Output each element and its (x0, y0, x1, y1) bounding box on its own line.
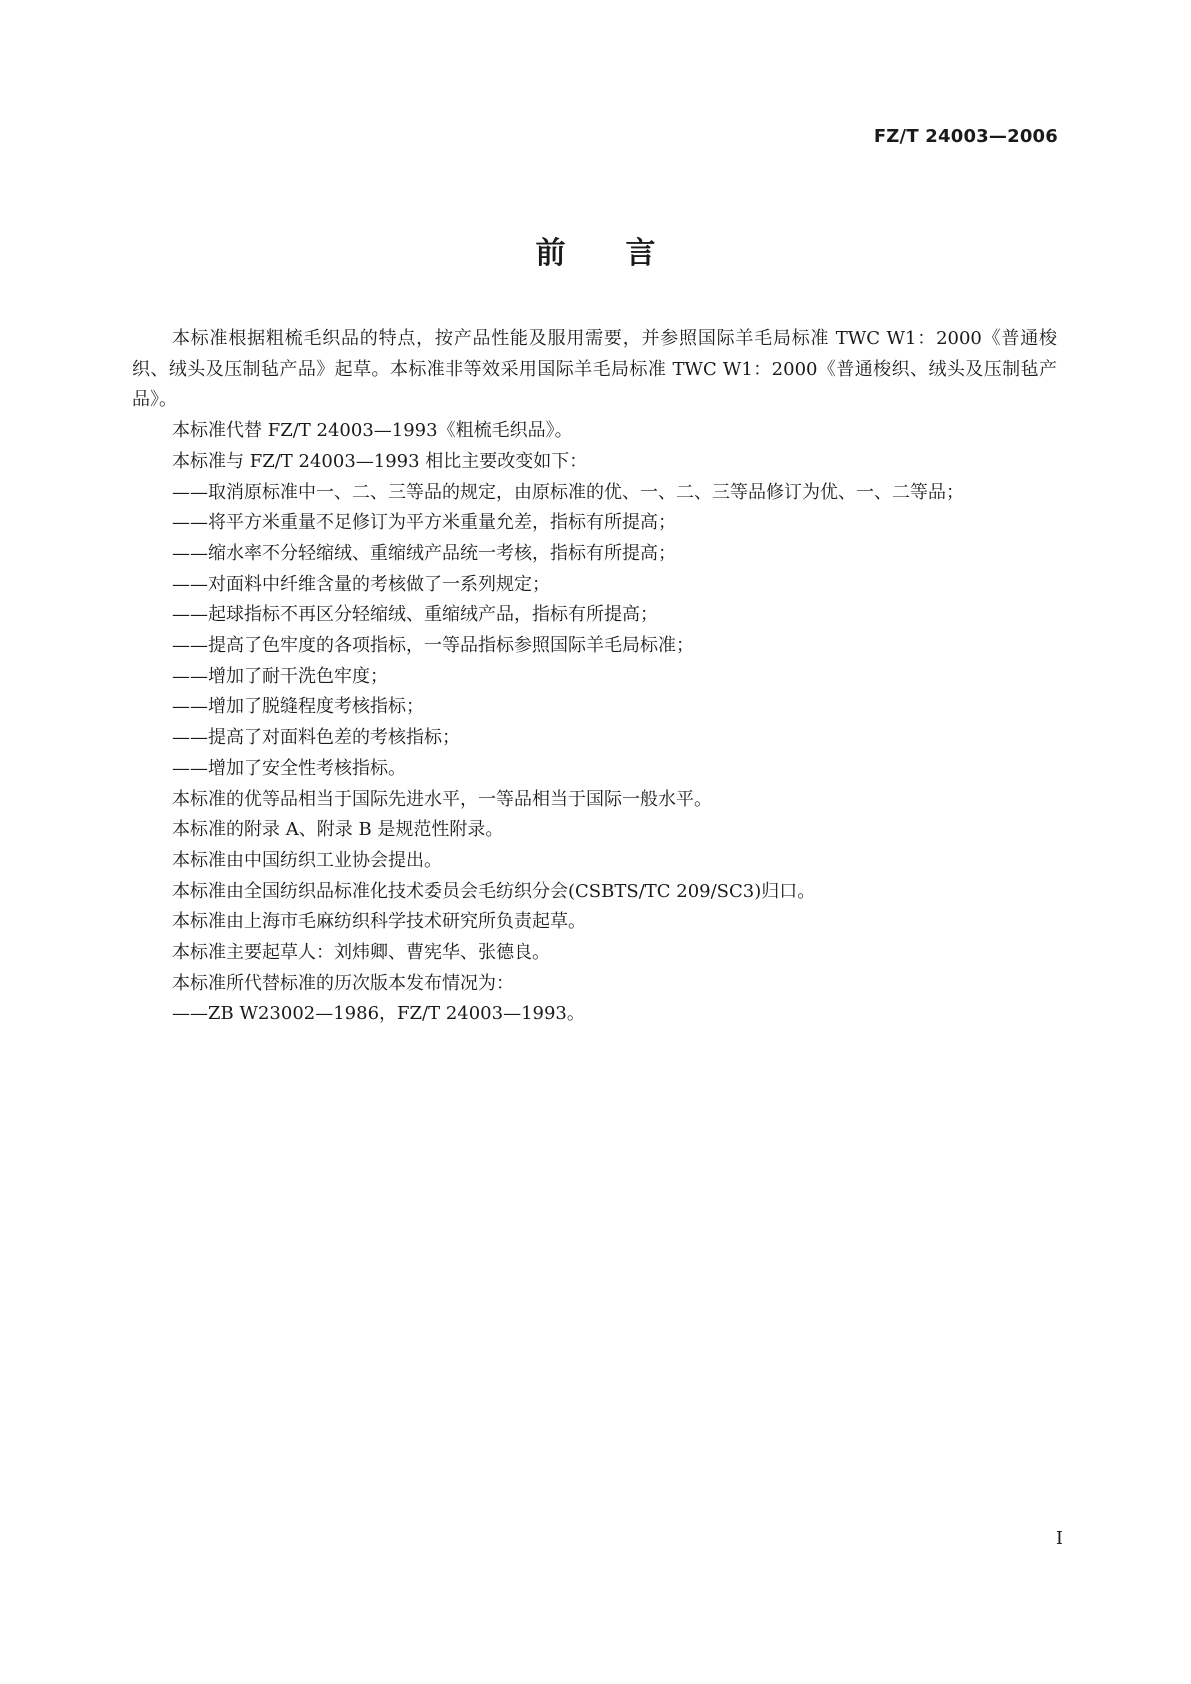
appendix-paragraph: 本标准的附录 A、附录 B 是规范性附录。 (172, 819, 504, 841)
drafters-paragraph: 本标准主要起草人：刘炜卿、曹宪华、张德良。 (172, 942, 550, 964)
page-title: 前言 (535, 236, 716, 271)
changes-list (132, 478, 1057, 785)
list-item: ——取消原标准中一、二、三等品的规定，由原标准的优、一、二、三等品修订为优、一、二等品； (172, 481, 964, 503)
list-item: ——将平方米重量不足修订为平方米重量允差，指标有所提高； (172, 512, 676, 534)
list-item: ——提高了对面料色差的考核指标； (172, 727, 460, 749)
list-item: ——增加了耐干洗色牢度； (172, 665, 388, 687)
intro-paragraph: 本标准根据粗梳毛织品的特点，按产品性能及服用需要，并参照国际羊毛局标准 TWC W1：2000《普通梭织、绒头及压制毡产品》起草。本标准非等效采用国际羊毛局标准 TWC W1：2000《普通梭织、绒头及压制毡产品》。 (132, 328, 1057, 411)
drafted-by-paragraph: 本标准由上海市毛麻纺织科学技术研究所负责起草。 (172, 911, 586, 933)
foreword-body (132, 324, 1057, 1030)
level-paragraph: 本标准的优等品相当于国际先进水平，一等品相当于国际一般水平。 (172, 788, 712, 810)
managed-by-paragraph: 本标准由全国纺织品标准化技术委员会毛纺织分会(CSBTS/TC 209/SC3)归口。 (172, 880, 816, 902)
list-item: ——增加了脱缝程度考核指标； (172, 696, 424, 718)
list-item: ——起球指标不再区分轻缩绒、重缩绒产品，指标有所提高； (172, 604, 658, 626)
page-number: I (1055, 1528, 1063, 1549)
changes-intro-paragraph: 本标准与 FZ/T 24003—1993 相比主要改变如下： (172, 450, 588, 472)
history-list (132, 999, 1057, 1030)
history-intro-paragraph: 本标准所代替标准的历次版本发布情况为： (172, 972, 514, 994)
list-item: ——对面料中纤维含量的考核做了一系列规定； (172, 573, 550, 595)
list-item: ——增加了安全性考核指标。 (172, 757, 406, 779)
list-item: ——提高了色牢度的各项指标，一等品指标参照国际羊毛局标准； (172, 635, 694, 657)
replaces-paragraph: 本标准代替 FZ/T 24003—1993《粗梳毛织品》。 (172, 420, 573, 442)
list-item: ——ZB W23002—1986，FZ/T 24003—1993。 (172, 1003, 585, 1025)
proposed-by-paragraph: 本标准由中国纺织工业协会提出。 (172, 849, 442, 871)
standard-code: FZ/T 24003—2006 (873, 126, 1058, 147)
list-item: ——缩水率不分轻缩绒、重缩绒产品统一考核，指标有所提高； (172, 542, 676, 564)
